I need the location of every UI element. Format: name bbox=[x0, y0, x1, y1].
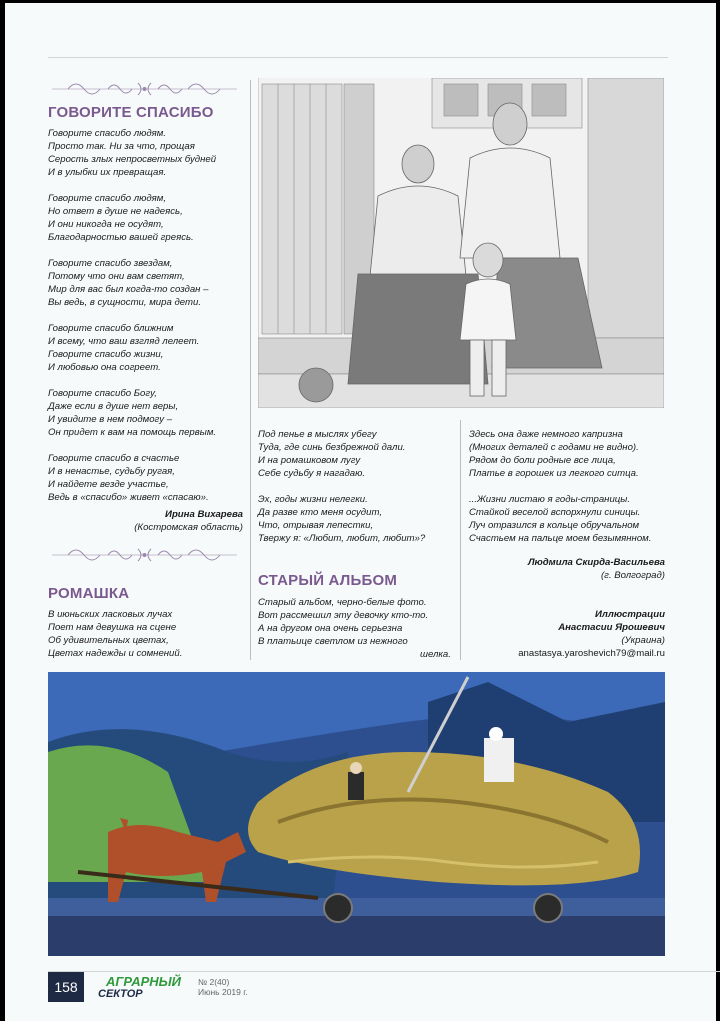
credits-label: Иллюстрации bbox=[595, 609, 665, 620]
poem-line: И они никогда не осудят, bbox=[48, 219, 164, 230]
poem1-body bbox=[48, 127, 216, 504]
column-divider bbox=[460, 420, 461, 660]
poem-line: ...Жизни листаю я годы-страницы. bbox=[469, 494, 630, 505]
poem-line: Об удивительных цветах, bbox=[48, 635, 169, 646]
stanza bbox=[48, 192, 216, 244]
poem-line: И увидите в нем подмогу – bbox=[48, 414, 173, 425]
poem-line: И найдете везде участье, bbox=[48, 479, 169, 490]
issue-date: Июнь 2019 г. bbox=[198, 987, 248, 997]
poem-line: Себе судьбу я нагадаю. bbox=[258, 468, 366, 479]
poem-line: И на ромашковом лугу bbox=[258, 455, 361, 466]
poem-line: Говорите спасибо звездам, bbox=[48, 258, 173, 269]
poem-line: В июньских ласковых лучах bbox=[48, 609, 173, 620]
credits-name: Анастасии Ярошевич bbox=[558, 622, 665, 633]
credits-country: (Украина) bbox=[621, 635, 665, 646]
poem-line: Вы ведь, в сущности, мира дети. bbox=[48, 297, 201, 308]
poem3-body-cont bbox=[469, 428, 651, 545]
poem-line: И всему, что ваш взгляд лелеет. bbox=[48, 336, 200, 347]
poem-line: Серость злых непросветных будней bbox=[48, 154, 217, 165]
poem-line: Просто так. Ни за что, прощая bbox=[48, 141, 195, 152]
hay-cart-painting bbox=[48, 672, 665, 956]
stanza bbox=[469, 428, 651, 480]
poem-line: Потому что они вам светят, bbox=[48, 271, 185, 282]
poem-line: И в ненастье, судьбу ругая, bbox=[48, 466, 175, 477]
poem-line: Мир для вас был когда-то создан – bbox=[48, 284, 209, 295]
stanza bbox=[258, 428, 425, 480]
poem1-place: (Костромская область) bbox=[134, 522, 243, 533]
poem2-body-cont bbox=[258, 428, 425, 545]
poem-line: Говорите спасибо ближним bbox=[48, 323, 174, 334]
stanza bbox=[258, 493, 425, 545]
poem-line: Ведь в «спасибо» живет «спасаю». bbox=[48, 492, 209, 503]
poem-line: Эх, годы жизни нелегки. bbox=[258, 494, 368, 505]
poem3-author: Людмила Скирда-Васильева bbox=[527, 557, 665, 568]
stanza bbox=[48, 387, 216, 439]
poem-line: Но ответ в душе не надеясь, bbox=[48, 206, 183, 217]
issue-number: № 2(40) bbox=[198, 977, 230, 987]
poem-line: Благодарностью вашей греясь. bbox=[48, 232, 194, 243]
poem3-line-tail: шелка. bbox=[420, 649, 451, 660]
poem1-title: ГОВОРИТЕ СПАСИБО bbox=[48, 104, 214, 121]
poem-line: Говорите спасибо в счастье bbox=[48, 453, 180, 464]
issue-info bbox=[198, 977, 248, 997]
poem-line: Вот рассмешил эту девочку кто-то. bbox=[258, 610, 429, 621]
credits-email: anastasya.yaroshevich79@mail.ru bbox=[518, 648, 665, 659]
poem-line: И в улыбки их превращая. bbox=[48, 167, 167, 178]
poem-line: В платьице светлом из нежного bbox=[258, 636, 408, 647]
poem3-body-start bbox=[258, 596, 428, 648]
poem3-place: (г. Волгоград) bbox=[600, 570, 665, 581]
poem-line: Платье в горошек из легкого ситца. bbox=[469, 468, 639, 479]
poem-line: Говорите спасибо жизни, bbox=[48, 349, 164, 360]
poem-line: Говорите спасибо людям, bbox=[48, 193, 167, 204]
poem-line: И любовью она согреет. bbox=[48, 362, 161, 373]
stanza bbox=[48, 257, 216, 309]
stanza bbox=[48, 322, 216, 374]
poem-line: Старый альбом, черно-белые фото. bbox=[258, 597, 427, 608]
page-number: 158 bbox=[48, 972, 84, 1002]
poem2-body-start bbox=[48, 608, 182, 660]
stanza bbox=[48, 452, 216, 504]
poem-line: Счастьем на пальце моем безымянном. bbox=[469, 533, 652, 544]
poem-line: Говорите спасибо Богу, bbox=[48, 388, 157, 399]
magazine-logo bbox=[92, 975, 181, 1000]
poem-line: (Многих деталей с годами не видно). bbox=[469, 442, 639, 453]
poem-line: Да разве кто меня осудит, bbox=[258, 507, 382, 518]
poem-line: Поет нам девушка на сцене bbox=[48, 622, 177, 633]
poem-line: Что, отрывая лепестки, bbox=[258, 520, 374, 531]
logo-line2: СЕКТОР bbox=[98, 988, 143, 1000]
poem-line: Здесь она даже немного капризна bbox=[469, 429, 623, 440]
poem-line: Твержу я: «Любит, любит, любит»? bbox=[258, 533, 426, 544]
poem-line: Под пенье в мыслях убегу bbox=[258, 429, 377, 440]
poem-line: Цветах надежды и сомнений. bbox=[48, 648, 183, 659]
poem-line: Говорите спасибо людям. bbox=[48, 128, 167, 139]
family-sketch-illustration bbox=[258, 78, 664, 408]
poem-line: Луч отразился в кольце обручальном bbox=[469, 520, 640, 531]
ornament-divider bbox=[48, 544, 241, 566]
poem1-author: Ирина Вихарева bbox=[165, 509, 243, 520]
stanza bbox=[469, 493, 651, 545]
poem-line: Даже если в душе нет веры, bbox=[48, 401, 179, 412]
poem-line: Туда, где синь безбрежной дали. bbox=[258, 442, 406, 453]
poem-line: Рядом до боли родные все лица, bbox=[469, 455, 616, 466]
stanza bbox=[48, 127, 216, 179]
logo-line1: АГРАРНЫЙ bbox=[106, 974, 182, 989]
poem-line: Он придет к вам на помощь первым. bbox=[48, 427, 217, 438]
column-divider bbox=[250, 80, 251, 660]
poem-line: А на другом она очень серьезна bbox=[258, 623, 403, 634]
ornament-divider bbox=[48, 78, 241, 100]
top-rule bbox=[48, 57, 668, 58]
poem2-title: РОМАШКА bbox=[48, 585, 130, 602]
footer-rule bbox=[48, 971, 720, 972]
poem-line: Стайкой веселой вспорхнули синицы. bbox=[469, 507, 641, 518]
poem3-title: СТАРЫЙ АЛЬБОМ bbox=[258, 572, 398, 589]
